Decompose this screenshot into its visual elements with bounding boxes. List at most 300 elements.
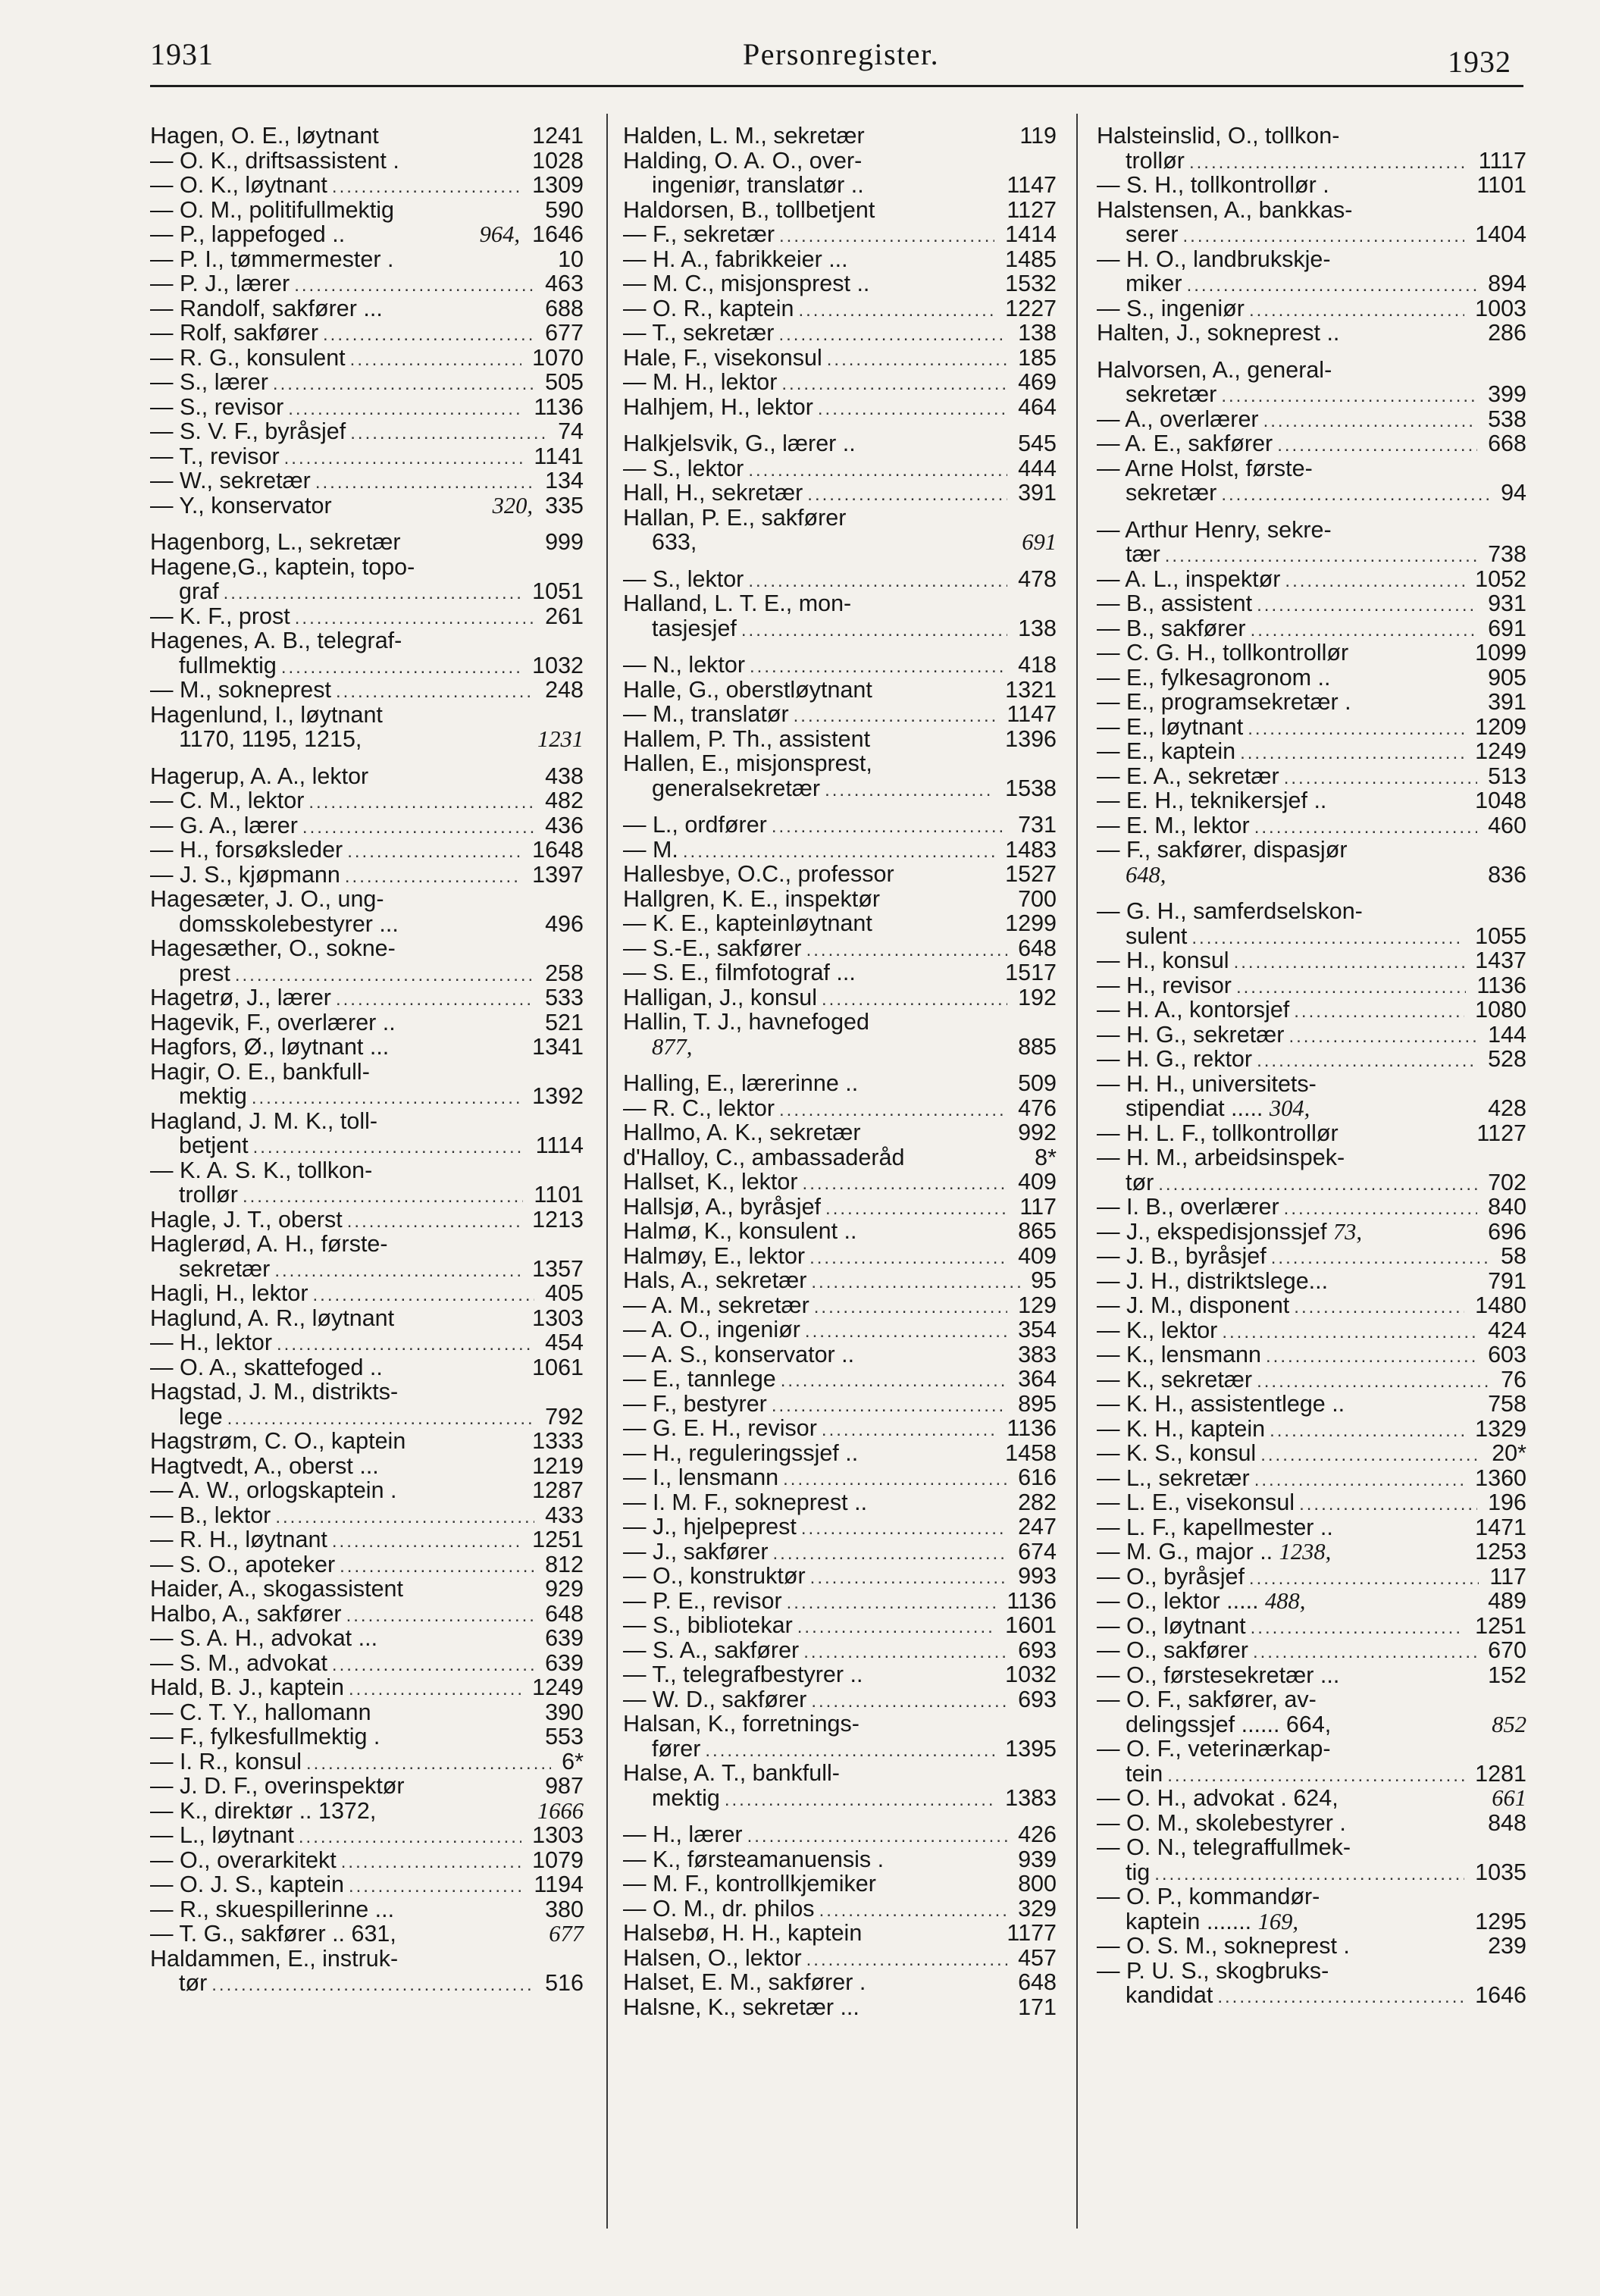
entry-text: tør (1126, 1169, 1154, 1195)
entry-page-number: 476 (1011, 1095, 1057, 1121)
entry-continuation (150, 1182, 584, 1208)
entry-line (150, 838, 584, 863)
entry-text: — E., kaptein (1097, 738, 1236, 764)
entry-line (623, 1662, 1057, 1687)
entry-page-number: 1035 (1468, 1859, 1526, 1885)
entry-page-number: 329 (1011, 1895, 1057, 1922)
register-entry (150, 444, 584, 469)
entry-page-number: 696 (1481, 1218, 1526, 1245)
entry-line (623, 1244, 1057, 1269)
entry-page-number: 999 (538, 529, 584, 555)
register-entry (1097, 591, 1526, 616)
entry-text: — O. K., løytnant (150, 172, 327, 198)
entry-continuation (1097, 382, 1526, 407)
entry-text: — S., lektor (623, 455, 744, 481)
entry-text: Hagland, J. M. K., toll- (150, 1107, 378, 1134)
entry-page-number: 800 (1011, 1871, 1057, 1897)
entry-text: — F., bestyrer (623, 1390, 767, 1417)
register-entry (150, 370, 584, 395)
entry-text: Hagenes, A. B., telegraf- (150, 628, 402, 653)
leader-dots (806, 1950, 1007, 1971)
entry-page-number: 894 (1481, 271, 1526, 296)
leader-dots (747, 1826, 1007, 1847)
register-entry (150, 1109, 584, 1158)
entry-text: — O. J. S., kaptein (150, 1872, 344, 1897)
leader-dots (814, 1297, 1007, 1318)
entry-page-number: 693 (1011, 1686, 1057, 1712)
entry-text: tasjesjef (652, 615, 737, 641)
entry-line (150, 1330, 584, 1355)
entry-line (150, 271, 584, 296)
register-entry (1097, 1269, 1526, 1294)
register-entry (150, 1355, 584, 1380)
entry-text: — P. E., revisor (623, 1587, 782, 1614)
entry-page-number: 791 (1481, 1267, 1526, 1294)
entry-line (150, 1897, 584, 1922)
entry-page-number: 1480 (1468, 1292, 1526, 1318)
entry-page-number: 433 (538, 1502, 584, 1528)
entry-line (623, 1712, 1057, 1737)
entry-text: — M., sokneprest (150, 677, 331, 703)
entry-line (623, 198, 1057, 223)
register-entry (623, 1946, 1057, 1971)
entry-text: — S. O., apoteker (150, 1551, 336, 1577)
register-entry (1097, 838, 1526, 887)
leader-dots (725, 1790, 994, 1811)
entry-text: Halsen, O., lektor (623, 1944, 802, 1971)
entry-page-number: 354 (1011, 1317, 1057, 1342)
entry-line (623, 591, 1057, 616)
entry-continuation (623, 1035, 1057, 1060)
register-entry (623, 1441, 1057, 1466)
register-entry (623, 813, 1057, 838)
register-entry (1097, 518, 1526, 567)
entry-line (623, 1847, 1057, 1872)
register-entry (1097, 1663, 1526, 1688)
leader-dots (810, 1568, 1007, 1589)
entry-text: — J. M., disponent (1097, 1292, 1290, 1318)
entry-text: — J. B., byråsjef (1097, 1243, 1267, 1269)
leader-dots (803, 1173, 1007, 1195)
entry-line (150, 1527, 584, 1552)
entry-page-number: 247 (1011, 1514, 1057, 1540)
entry-page-number: 399 (1481, 381, 1526, 407)
entry-text: — K., sekretær (1097, 1366, 1253, 1392)
entry-text: — I. B., overlærer (1097, 1194, 1279, 1220)
register-entry (1097, 715, 1526, 740)
entry-line (150, 1355, 584, 1380)
entry-line (623, 567, 1057, 592)
register-entry (1097, 666, 1526, 691)
entry-line (150, 370, 584, 395)
register-entry (1097, 1540, 1526, 1565)
entry-page-number: 1517 (998, 960, 1057, 985)
leader-dots (235, 965, 534, 986)
register-entry (1097, 124, 1526, 173)
entry-line (1097, 296, 1526, 321)
register-entry (1097, 641, 1526, 666)
entry-page-number: 852 (1492, 1711, 1526, 1737)
entry-page-number: 648 (538, 1600, 584, 1627)
entry-text: — J., sakfører (623, 1538, 769, 1565)
entry-text: Hagesæther, O., sokne- (150, 935, 396, 961)
register-entry (1097, 1959, 1526, 2008)
entry-page-number: 1666 (537, 1797, 584, 1824)
entry-text: — I. M. F., sokneprest .. (623, 1489, 868, 1515)
entry-continuation (150, 653, 584, 678)
entry-continuation (1097, 924, 1526, 949)
entry-line (150, 1306, 584, 1331)
register-entry (150, 838, 584, 863)
entry-page-number: 505 (538, 369, 584, 395)
entry-page-number: 192 (1011, 984, 1057, 1010)
entry-text: Hallset, K., lektor (623, 1169, 798, 1195)
leader-dots (346, 1605, 534, 1627)
entry-page-number: 95 (1024, 1267, 1057, 1293)
entry-page-number: 848 (1481, 1809, 1526, 1836)
register-entry (150, 1651, 584, 1676)
entry-line (623, 1564, 1057, 1589)
entry-text: — J. H., distriktslege... (1097, 1267, 1329, 1294)
entry-page-number: 1231 (537, 726, 584, 752)
entry-page-number: 865 (1011, 1218, 1057, 1244)
entry-text: 1170, 1195, 1215, (179, 726, 362, 752)
entry-text: — J., hjelpeprest (623, 1514, 797, 1540)
leader-dots (1285, 571, 1464, 592)
leader-dots (275, 1507, 534, 1528)
leader-dots (748, 571, 1007, 592)
entry-page-number: 1471 (1468, 1514, 1526, 1540)
entry-text: — T., sekretær (623, 320, 775, 346)
entry-continuation (623, 173, 1057, 198)
leader-dots (252, 1088, 521, 1109)
register-entry (623, 702, 1057, 727)
register-entry (623, 481, 1057, 506)
entry-text: — S., ingeniør (1097, 295, 1245, 321)
entry-line (150, 863, 584, 888)
register-entry (623, 838, 1057, 863)
entry-text: — P. I., tømmermester . (150, 246, 394, 272)
entry-page-number: 1360 (1468, 1464, 1526, 1491)
entry-line (623, 1342, 1057, 1367)
left-page-number: 1931 (150, 37, 214, 71)
entry-line (623, 1367, 1057, 1392)
entry-line (150, 1010, 584, 1035)
entry-page-number: 119 (1013, 123, 1057, 149)
register-entry (1097, 616, 1526, 641)
entry-page-number: 129 (1011, 1292, 1057, 1318)
leader-dots (1284, 1198, 1477, 1220)
entry-line (1097, 1293, 1526, 1318)
register-entry (623, 1540, 1057, 1565)
register-entry (1097, 567, 1526, 592)
register-entry (623, 911, 1057, 936)
leader-dots (683, 841, 994, 863)
register-entry (623, 1367, 1057, 1392)
entry-page-number: 469 (1011, 369, 1057, 395)
entry-text: — H. O., landbrukskje- (1097, 246, 1331, 272)
entry-text: Halse, A. T., bankfull- (623, 1760, 840, 1786)
entry-line (623, 1761, 1057, 1786)
entry-text: — S. V. F., byråsjef (150, 418, 346, 444)
entry-page-number: 1303 (525, 1822, 584, 1848)
entry-page-number: 261 (538, 603, 584, 629)
leader-dots (772, 1395, 1007, 1417)
register-entry (150, 985, 584, 1010)
register-entry (623, 678, 1057, 703)
register-entry (1097, 973, 1526, 998)
entry-text: — R. C., lektor (623, 1095, 775, 1121)
register-entry (1097, 1342, 1526, 1367)
entry-line (1097, 124, 1526, 149)
entry-page-number: 1532 (998, 271, 1057, 296)
entry-text: — T. G., sakfører .. 631, (150, 1921, 396, 1947)
register-entry (150, 703, 584, 752)
register-entry (623, 296, 1057, 321)
entry-page-number: 1032 (525, 652, 584, 678)
entry-line (623, 985, 1057, 1010)
entry-page-number: 1136 (1000, 1587, 1057, 1614)
entry-line (150, 346, 584, 371)
entry-page-number: 1052 (1468, 565, 1526, 592)
register-entry (1097, 1589, 1526, 1614)
entry-page-number: 1333 (525, 1428, 584, 1454)
entry-text: — O., løytnant (1097, 1612, 1246, 1639)
entry-text: — I. R., konsul (150, 1748, 302, 1774)
leader-dots (1240, 743, 1464, 764)
entry-text: Hall, H., sekretær (623, 480, 803, 506)
entry-text: — O. M., politifullmektig (150, 196, 395, 223)
entry-text: Halding, O. A. O., over- (623, 147, 863, 174)
entry-line (150, 1602, 584, 1627)
register-entry (623, 346, 1057, 371)
entry-line (1097, 690, 1526, 715)
entry-page-number: 405 (538, 1280, 584, 1306)
entry-text: — E. M., lektor (1097, 812, 1250, 838)
entry-text: prest (179, 960, 230, 986)
entry-line (1097, 1244, 1526, 1269)
entry-text: — G. A., lærer (150, 812, 298, 838)
header-rule (150, 85, 1523, 87)
entry-text: — E., tannlege (623, 1366, 776, 1392)
entry-text: sekretær (1126, 480, 1217, 506)
register-entry (150, 813, 584, 838)
entry-line (150, 198, 584, 223)
entry-page-number: 840 (1481, 1194, 1526, 1220)
entry-text: delingssjef ...... 664, (1126, 1711, 1332, 1737)
entry-line (623, 1613, 1057, 1638)
register-entry (150, 1897, 584, 1922)
leader-dots (277, 1334, 534, 1355)
entry-page-number: 1127 (1000, 196, 1057, 223)
leader-dots (224, 583, 521, 604)
leader-dots (1222, 1322, 1476, 1343)
register-entry (623, 456, 1057, 481)
entry-text: — R. G., konsulent (150, 344, 346, 371)
entry-text: Hagesæter, J. O., ung- (150, 886, 384, 912)
leader-dots (809, 1248, 1007, 1269)
entry-page-number: 992 (1011, 1120, 1057, 1145)
leader-dots (778, 324, 1007, 346)
register-entry (623, 1970, 1057, 1995)
entry-page-number: 457 (1011, 1944, 1057, 1971)
entry-text: Halsan, K., forretnings- (623, 1711, 859, 1737)
register-entry (1097, 1934, 1526, 1959)
register-entry (623, 395, 1057, 420)
entry-text: — A. E., sakfører (1097, 431, 1273, 456)
entry-text: — Y., konservator (150, 492, 332, 518)
entry-page-number: 702 (1481, 1169, 1526, 1195)
leader-dots (1257, 1371, 1490, 1392)
register-entry (623, 271, 1057, 296)
entry-line (623, 727, 1057, 752)
register-entry (150, 1503, 584, 1528)
entry-line (623, 1589, 1057, 1614)
register-entry (150, 1454, 584, 1479)
entry-page-number: 1177 (1000, 1920, 1057, 1946)
register-entry (1097, 1121, 1526, 1146)
entry-line (1097, 998, 1526, 1023)
entry-text: — W. D., sakfører (623, 1686, 807, 1712)
register-entry (150, 1922, 584, 1947)
entry-page-number: 380 (538, 1896, 584, 1922)
leader-dots (308, 792, 534, 813)
register-entry (150, 1577, 584, 1602)
leader-dots (779, 226, 994, 247)
register-entry (150, 530, 584, 555)
entry-text: Hallem, P. Th., assistent (623, 725, 871, 752)
register-entry (150, 863, 584, 888)
leader-dots (243, 1186, 523, 1208)
register-entry (1097, 1293, 1526, 1318)
register-column-2 (623, 124, 1057, 2019)
register-entry (1097, 899, 1526, 948)
entry-page-number: 478 (1011, 565, 1057, 592)
register-entry (1097, 1441, 1526, 1466)
entry-page-number: 1383 (998, 1784, 1057, 1811)
entry-text: — M. (623, 836, 678, 863)
register-entry (150, 1380, 584, 1429)
entry-page-number: 409 (1011, 1169, 1057, 1195)
entry-line (1097, 1195, 1526, 1220)
entry-page-number: 463 (538, 271, 584, 296)
entry-continuation (150, 961, 584, 986)
entry-line (1097, 247, 1526, 272)
register-entry (623, 1995, 1057, 2020)
entry-page-number: 1147 (1000, 172, 1057, 198)
entry-text: — J. S., kjøpmann (150, 861, 340, 888)
entry-page-number: 391 (1011, 480, 1057, 506)
entry-text: — M. F., kontrollkjemiker (623, 1871, 876, 1897)
entry-continuation (623, 1786, 1057, 1811)
register-entry (150, 555, 584, 604)
register-entry (150, 1232, 584, 1281)
entry-page-number: 1028 (525, 147, 584, 174)
leader-dots (805, 1321, 1007, 1342)
entry-page-number: 20* (1485, 1440, 1526, 1466)
entry-text: — O., lektor ..... 488, (1097, 1588, 1306, 1614)
entry-page-number: 1194 (527, 1872, 584, 1897)
entry-text: generalsekretær (652, 775, 821, 801)
register-entry (1097, 948, 1526, 973)
leader-dots (741, 620, 1007, 641)
leader-dots (1271, 1248, 1490, 1269)
register-entry (1097, 788, 1526, 813)
entry-text: — G. E. H., revisor (623, 1415, 817, 1441)
leader-dots (1217, 1987, 1464, 2008)
entry-text: — O. S. M., sokneprest . (1097, 1933, 1350, 1959)
entry-text: — K., lensmann (1097, 1342, 1261, 1367)
entry-text: Hagstad, J. M., distrikts- (150, 1379, 399, 1405)
entry-page-number: 1287 (525, 1477, 584, 1503)
entry-line (1097, 813, 1526, 838)
register-entry (150, 1626, 584, 1651)
entry-page-number: 138 (1011, 320, 1057, 346)
leader-dots (1251, 1618, 1464, 1639)
entry-line (1097, 1318, 1526, 1343)
register-entry (623, 862, 1057, 887)
entry-page-number: 1392 (525, 1083, 584, 1109)
leader-dots (1253, 1642, 1477, 1663)
entry-page-number: 1101 (527, 1182, 584, 1208)
entry-line (623, 1268, 1057, 1293)
entry-text: — K., direktør .. 1372, (150, 1797, 377, 1824)
entry-line (1097, 1072, 1526, 1097)
entry-page-number: 528 (1481, 1046, 1526, 1072)
entry-text: — S., revisor (150, 393, 284, 420)
entry-line (1097, 838, 1526, 863)
entry-text: — S., bibliotekar (623, 1612, 793, 1638)
entry-page-number: 1309 (525, 172, 584, 198)
entry-page-number: 674 (1011, 1538, 1057, 1565)
register-entry (150, 419, 584, 444)
entry-text: tein (1126, 1760, 1163, 1787)
entry-page-number: 1241 (525, 123, 584, 149)
entry-text: stipendiat ..... 304, (1126, 1095, 1310, 1121)
leader-dots (801, 1518, 1007, 1540)
leader-dots (811, 1272, 1019, 1293)
leader-dots (1251, 620, 1477, 641)
entry-page-number: 700 (1011, 885, 1057, 912)
entry-page-number: 691 (1481, 615, 1526, 641)
entry-text: — G. H., samferdselskon- (1097, 898, 1363, 924)
entry-line (150, 530, 584, 555)
register-entry (150, 788, 584, 813)
entry-page-number: 390 (538, 1699, 584, 1725)
entry-line (623, 1219, 1057, 1244)
entry-page-number: 1395 (998, 1735, 1057, 1762)
register-entry (1097, 321, 1526, 346)
entry-line (1097, 666, 1526, 691)
entry-text: — H. H., universitets- (1097, 1070, 1317, 1097)
entry-line (623, 702, 1057, 727)
entry-text: kaptein ....... 169, (1126, 1908, 1298, 1934)
entry-line (623, 1822, 1057, 1847)
register-entry (623, 1687, 1057, 1712)
entry-page-number: 513 (1481, 763, 1526, 789)
entry-text: Hagerup, A. A., lektor (150, 763, 369, 789)
entry-page-number: 1117 (1472, 147, 1526, 174)
entry-continuation (150, 1405, 584, 1430)
register-entry (623, 198, 1057, 223)
entry-line (623, 678, 1057, 703)
entry-line (623, 1872, 1057, 1897)
leader-dots (1249, 300, 1464, 321)
entry-text: betjent (179, 1132, 249, 1158)
entry-text: — F., sekretær (623, 221, 775, 247)
register-entry (623, 1170, 1057, 1195)
leader-dots (299, 1827, 521, 1848)
